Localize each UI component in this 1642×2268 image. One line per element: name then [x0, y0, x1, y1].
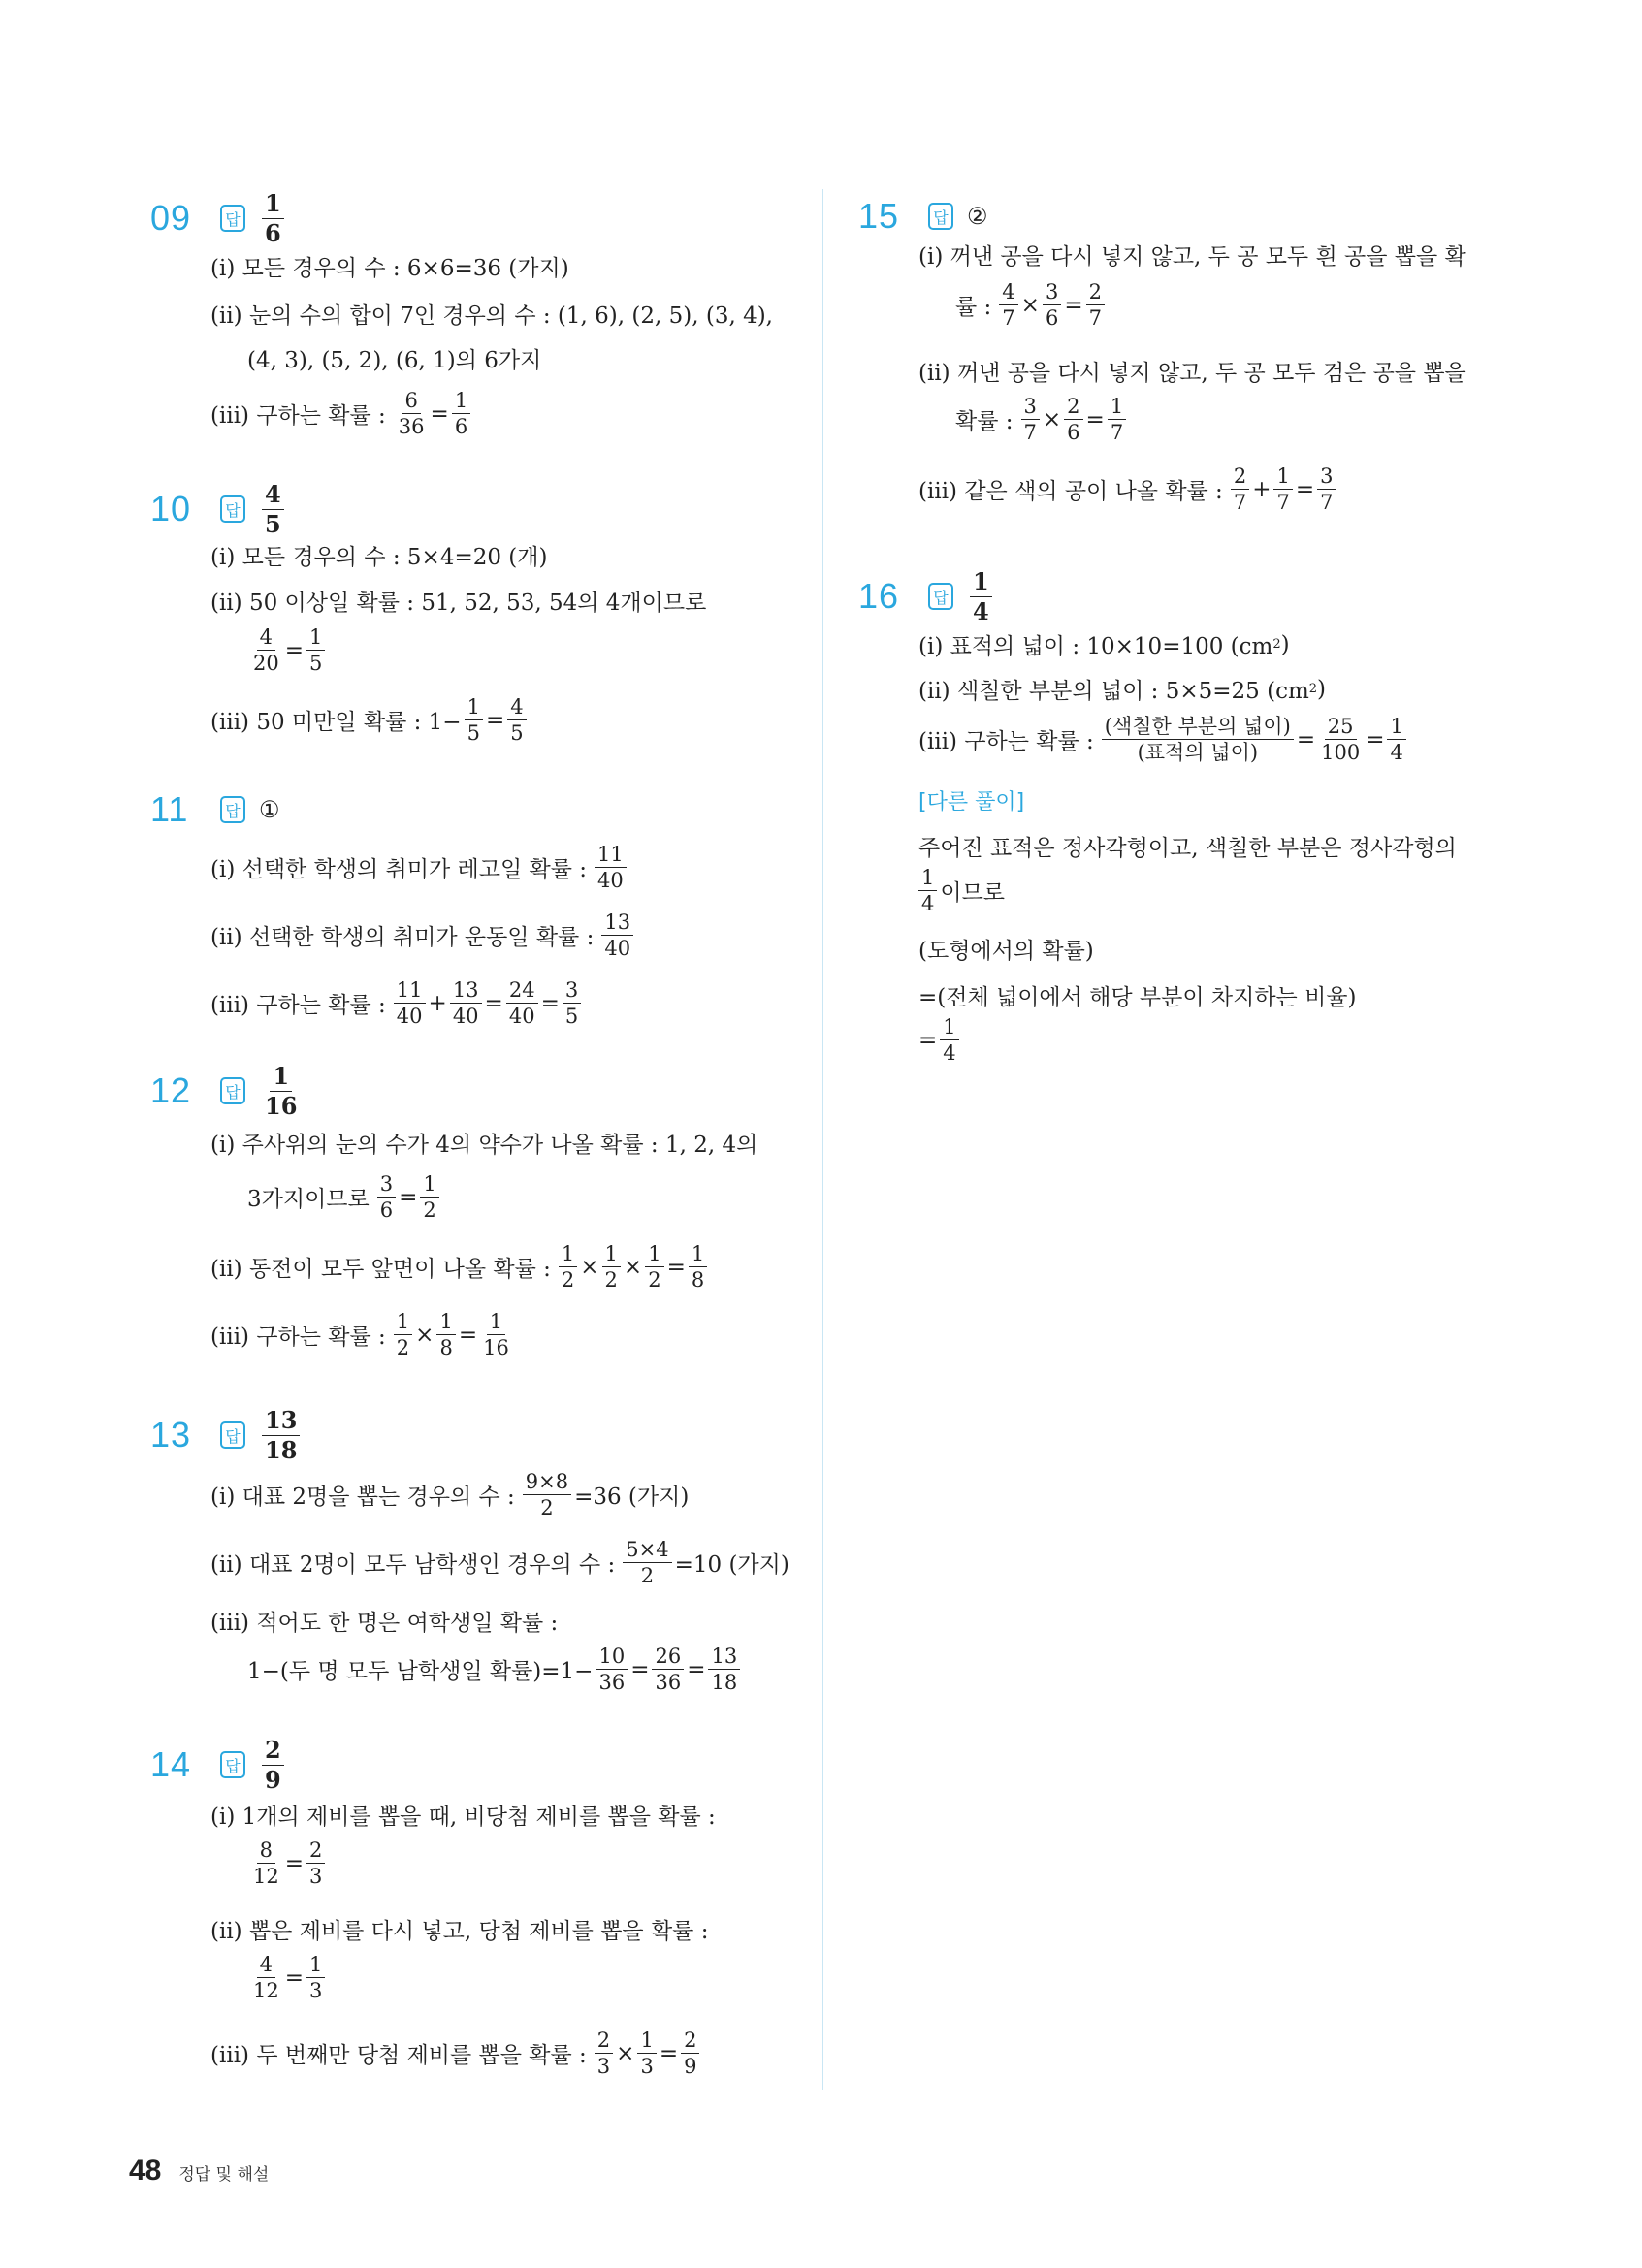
answer-fraction: $\frac{4}{5}$: [262, 482, 284, 535]
problem-header: [150, 1401, 790, 1469]
solution-line: (ⅱ) 색칠한 부분의 넓이 : 5×5=25 (cm 2 ): [918, 676, 1327, 704]
fraction: $\frac{2}{7}$: [1231, 465, 1249, 513]
fraction: $\frac{1}{16}$: [483, 1310, 509, 1360]
problem-13: [150, 1401, 790, 1695]
problem-header: [858, 562, 1528, 630]
problem-16: [858, 562, 1528, 1066]
problem-header: [150, 475, 790, 543]
fraction: $\frac{2}{9}$: [681, 2029, 699, 2077]
solution-line: (ⅱ) 눈의 수의 합이 7인 경우의 수 : (1, 6), (2, 5), (3, 4),: [210, 303, 773, 329]
fraction: $\frac{11}{40}$: [595, 844, 627, 891]
answer-tag: 답: [928, 203, 953, 230]
fraction: $\frac{26}{36}$: [652, 1645, 684, 1693]
answer-tag: 답: [220, 1751, 245, 1778]
solution-line: (ⅰ) 주사위의 눈의 수가 4의 약수가 나올 확률 : 1, 2, 4의: [210, 1133, 758, 1158]
fraction: $\frac{1}{4}$: [1387, 716, 1405, 763]
solution-line: (ⅲ) 50 미만일 확률 : 1− $\frac{1}{5}$ = $\frac{4}{5}$: [210, 696, 530, 744]
fraction: $\frac{1}{2}$: [420, 1173, 438, 1221]
solution-line: 1−(두 명 모두 남학생일 확률)=1− $\frac{10}{36}$ = $\frac{26}{36}$ = $\frac{13}{18}$: [247, 1645, 743, 1693]
solution-line: (ⅲ) 두 번째만 당첨 제비를 뽑을 확률 : $\frac{2}{3}$ × $\frac{1}{3}$ = $\frac{2}{9}$: [210, 2029, 702, 2077]
solution-line: (ⅰ) 표적의 넓이 : 10×10=100 (cm 2 ): [918, 631, 1290, 659]
fraction: $\frac{3}{7}$: [1021, 396, 1040, 443]
fraction: $\frac{1}{4}$: [940, 1016, 958, 1064]
solution-line: (ⅰ) 대표 2명을 뽑는 경우의 수 : $\frac{9\times 8}{2}$ =36 (가지): [210, 1470, 690, 1520]
fraction: $\frac{1}{5}$: [306, 626, 325, 674]
problem-11: [150, 776, 790, 1029]
fraction: $\frac{8}{12}$: [253, 1838, 279, 1889]
solution-line: (ⅱ) 선택한 학생의 취미가 운동일 확률 : $\frac{13}{40}$: [210, 911, 636, 959]
fraction: $\frac{1}{3}$: [637, 2029, 656, 2077]
solution-line: (도형에서의 확률): [918, 939, 1094, 964]
problem-12: [150, 1057, 790, 1360]
solution-line: (ⅲ) 구하는 확률 : $\frac{6}{36}$ = $\frac{1}{6}$: [210, 390, 473, 437]
fraction: $\frac{2}{6}$: [1064, 396, 1082, 443]
problem-09: [150, 184, 790, 439]
answer-tag: 답: [220, 205, 245, 232]
solution-line: (ⅰ) 모든 경우의 수 : 6×6=36 (가지): [210, 256, 569, 281]
footer-title: 정답 및 해설: [178, 2165, 270, 2185]
solution-line: (ⅱ) 대표 2명이 모두 남학생인 경우의 수 : $\frac{5\times 4}{2}$ =10 (가지): [210, 1538, 789, 1588]
problem-number: 12: [150, 1070, 192, 1110]
answer-fraction: $\frac{1}{4}$: [970, 569, 992, 623]
solution-line: (ⅰ) 꺼낸 공을 다시 넣지 않고, 두 공 모두 흰 공을 뽑을 확: [918, 244, 1466, 270]
answer-tag: 답: [220, 1421, 245, 1449]
fraction: $\frac{11}{40}$: [394, 979, 426, 1027]
solution-line: (4, 3), (5, 2), (6, 1)의 6가지: [247, 348, 542, 373]
problem-header: [150, 184, 790, 252]
fraction: $\frac{1}{4}$: [918, 867, 937, 914]
answer-fraction: $\frac{13}{18}$: [262, 1408, 300, 1461]
page-number: 48: [129, 2155, 162, 2187]
fraction: $\frac{3}{7}$: [1317, 465, 1336, 513]
fraction: $\frac{2}{3}$: [595, 2029, 613, 2077]
fraction: $\frac{\text{(색칠한 부분의 넓이)}}{\text{(표적의 넓이)}}$: [1102, 716, 1294, 763]
answer-fraction: $\frac{1}{16}$: [265, 1062, 298, 1120]
fraction: $\frac{1}{2}$: [394, 1311, 412, 1358]
fraction: $\frac{6}{36}$: [398, 389, 425, 439]
solution-line: (ⅰ) 선택한 학생의 취미가 레고일 확률 : $\frac{11}{40}$: [210, 844, 629, 891]
fraction: $\frac{1}{2}$: [559, 1243, 577, 1291]
fraction: $\frac{1}{8}$: [689, 1243, 707, 1291]
fraction: $\frac{25}{100}$: [1321, 715, 1361, 765]
problem-15: [858, 182, 1528, 515]
solution-line: $\frac{8}{12}$ = $\frac{2}{3}$: [247, 1839, 328, 1887]
solution-line: $\frac{1}{4}$ 이므로: [918, 867, 1005, 914]
alternative-solution-label: [다른 풀이]: [918, 790, 1025, 815]
solution-line: (ⅰ) 모든 경우의 수 : 5×4=20 (개): [210, 545, 548, 570]
answer-choice: ②: [967, 203, 988, 230]
solution-line: (ⅲ) 적어도 한 명은 여학생일 확률 :: [210, 1611, 559, 1636]
problem-number: 10: [150, 489, 192, 528]
solution-line: $\frac{4}{12}$ = $\frac{1}{3}$: [247, 1954, 328, 2001]
fraction: $\frac{4}{7}$: [999, 281, 1017, 329]
problem-number: 13: [150, 1415, 192, 1454]
solution-line: = $\frac{1}{4}$: [918, 1016, 962, 1064]
column-divider: [822, 189, 823, 2090]
solution-line: (ⅲ) 같은 색의 공이 나올 확률 : $\frac{2}{7}$ + $\frac{1}{7}$ = $\frac{3}{7}$: [918, 465, 1339, 513]
solution-line: (ⅲ) 구하는 확률 : $\frac{11}{40}$ + $\frac{13}{40}$ = $\frac{24}{40}$ = $\frac{3}{5}$: [210, 979, 584, 1027]
fraction: $\frac{2}{3}$: [306, 1839, 325, 1887]
fraction: $\frac{9\times 8}{2}$: [523, 1471, 571, 1518]
problem-number: 16: [858, 576, 900, 616]
fraction: $\frac{1}{7}$: [1273, 465, 1292, 513]
answer-choice: ①: [259, 796, 280, 823]
solution-line: 3가지이므로 $\frac{3}{6}$ = $\frac{1}{2}$: [247, 1173, 442, 1221]
problem-header: [150, 1057, 790, 1125]
page-footer: [129, 2155, 269, 2188]
problem-14: [150, 1731, 790, 2079]
solution-line: 률 : $\frac{4}{7}$ × $\frac{3}{6}$ = $\frac{2}{7}$: [955, 281, 1108, 329]
answer-tag: 답: [220, 1077, 245, 1104]
answer-fraction: $\frac{2}{9}$: [262, 1738, 284, 1791]
problem-number: 11: [150, 789, 189, 829]
fraction: $\frac{1}{6}$: [452, 390, 470, 437]
fraction: $\frac{4}{12}$: [253, 1953, 279, 2003]
fraction: $\frac{4}{5}$: [507, 696, 526, 744]
fraction: $\frac{4}{20}$: [253, 625, 279, 676]
problem-number: 15: [858, 196, 900, 236]
fraction: $\frac{1}{2}$: [602, 1243, 621, 1291]
answer-tag: 답: [220, 796, 245, 823]
fraction: $\frac{1}{5}$: [465, 696, 483, 744]
problem-header: [150, 776, 790, 844]
solution-line: (ⅲ) 구하는 확률 : $\frac{\text{(색칠한 부분의 넓이)}}{\text{(표적의 넓이)}}$ = $\frac{25}{100}$ = $\frac{1}{4}$: [918, 716, 1409, 763]
answer-fraction: $\frac{1}{6}$: [262, 191, 284, 244]
problem-10: [150, 475, 790, 746]
fraction: $\frac{3}{6}$: [377, 1173, 396, 1221]
fraction: $\frac{24}{40}$: [506, 979, 538, 1027]
fraction: $\frac{1}{8}$: [436, 1311, 455, 1358]
fraction: $\frac{13}{18}$: [708, 1645, 740, 1693]
fraction: $\frac{1}{3}$: [306, 1954, 325, 2001]
answer-tag: 답: [220, 495, 245, 523]
fraction: $\frac{5\times 4}{2}$: [623, 1539, 671, 1586]
solution-line: $\frac{4}{20}$ = $\frac{1}{5}$: [247, 626, 328, 674]
solution-line: (ⅰ) 1개의 제비를 뽑을 때, 비당첨 제비를 뽑을 확률 :: [210, 1805, 716, 1830]
solution-line: (ⅱ) 뽑은 제비를 다시 넣고, 당첨 제비를 뽑을 확률 :: [210, 1919, 709, 1944]
problem-header: [150, 1731, 790, 1799]
fraction: $\frac{10}{36}$: [596, 1645, 628, 1693]
problem-number: 09: [150, 198, 192, 238]
fraction: $\frac{13}{40}$: [450, 979, 482, 1027]
problem-number: 14: [150, 1744, 192, 1784]
fraction: $\frac{2}{7}$: [1086, 281, 1105, 329]
fraction: $\frac{1}{7}$: [1108, 396, 1126, 443]
solution-line: (ⅱ) 50 이상일 확률 : 51, 52, 53, 54의 4개이므로: [210, 591, 707, 616]
solution-line: (ⅱ) 동전이 모두 앞면이 나올 확률 : $\frac{1}{2}$ × $\frac{1}{2}$ × $\frac{1}{2}$ = $\frac{1}{8}$: [210, 1243, 710, 1291]
fraction: $\frac{3}{5}$: [563, 979, 581, 1027]
solution-line: 확률 : $\frac{3}{7}$ × $\frac{2}{6}$ = $\frac{1}{7}$: [955, 396, 1129, 443]
fraction: $\frac{13}{40}$: [601, 911, 633, 959]
solution-line: 주어진 표적은 정사각형이고, 색칠한 부분은 정사각형의: [918, 836, 1457, 861]
fraction: $\frac{3}{6}$: [1043, 281, 1061, 329]
solution-line: (ⅱ) 꺼낸 공을 다시 넣지 않고, 두 공 모두 검은 공을 뽑을: [918, 361, 1466, 386]
solution-line: (ⅲ) 구하는 확률 : $\frac{1}{2}$ × $\frac{1}{8}$ = $\frac{1}{16}$: [210, 1311, 515, 1358]
solution-line: =(전체 넓이에서 해당 부분이 차지하는 비율): [918, 985, 1357, 1010]
fraction: $\frac{1}{2}$: [645, 1243, 663, 1291]
answer-tag: 답: [928, 583, 953, 610]
